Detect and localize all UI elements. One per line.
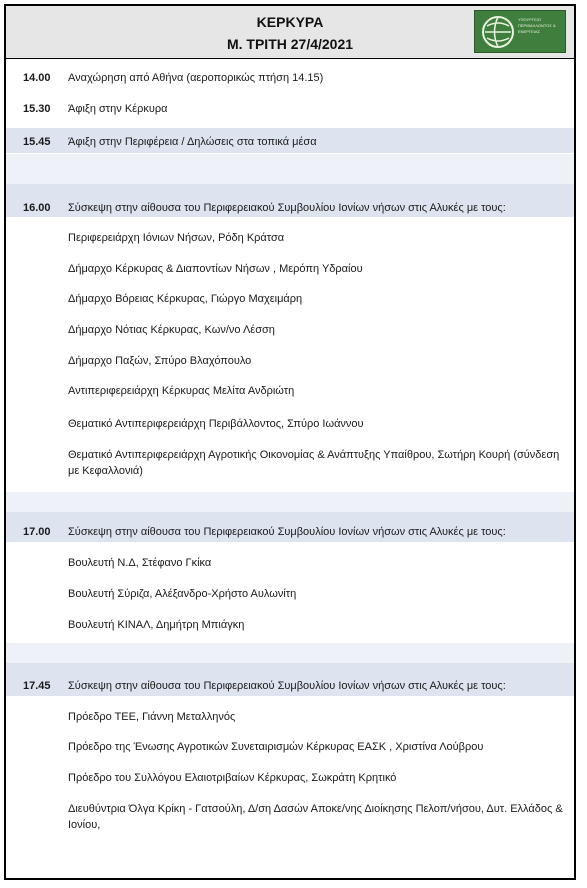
time-label: 16.00 [23,202,51,214]
page-title: ΚΕΡΚΥΡΑ [256,14,324,30]
participant-item: Πρόεδρο του Συλλόγου Ελαιοτριβαίων Κέρκυρας, Σωκράτη Κρητικό [68,772,397,784]
time-label: 17.00 [23,526,51,538]
time-label: 15.45 [23,136,51,148]
participant-item: Πρόεδρο ΤΕΕ, Γιάννη Μεταλληνός [68,711,236,723]
event-text: Αναχώρηση από Αθήνα (αεροπορικώς πτήση 14.15) [68,72,324,84]
participant-item: Βουλευτή ΚΙΝΑΛ, Δημήτρη Μπιάγκη [68,619,245,631]
participant-item: Δήμαρχο Βόρειας Κέρκυρας, Γιώργο Μαχειμάρη [68,293,303,305]
participant-item: Θεματικό Αντιπεριφερειάρχη Περιβάλλοντος, Σπύρο Ιωάννου [68,418,364,430]
event-text: Άφιξη στην Κέρκυρα [68,103,168,115]
schedule-document [4,4,576,880]
participant-item: Δήμαρχο Κέρκυρας & Διαποντίων Νήσων , Μερόπη Υδραίου [68,263,363,275]
participant-item: Βουλευτή Ν.Δ, Στέφανο Γκίκα [68,557,212,569]
time-label: 14.00 [23,72,51,84]
participant-item: Δήμαρχο Νότιας Κέρκυρας, Κων/νο Λέσση [68,324,275,336]
participant-item: Διευθύντρια Όλγα Κρίκη - Γατσούλη, Δ/ση Δασών Αποκε/νης Διοίκησης Πελοπ/νήσου, Δυτ. Ελλάδος & Ιονίου, [68,803,563,831]
document-header [6,6,574,59]
time-label: 17.45 [23,680,51,692]
spacer-band [6,154,574,184]
participant-item: Περιφερειάρχη Ιόνιων Νήσων, Ρόδη Κράτσα [68,232,285,244]
logo-text: ΥΠΟΥΡΓΕΙΟ ΠΕΡΙΒΑΛΛΟΝΤΟΣ & ΕΝΕΡΓΕΙΑΣ [518,17,556,34]
participant-item: Δήμαρχο Παξών, Σπύρο Βλαχόπουλο [68,355,252,367]
event-text: Σύσκεψη στην αίθουσα του Περιφερειακού Συμβουλίου Ιονίων νήσων στις Αλυκές με τους: [68,526,506,538]
event-text: Σύσκεψη στην αίθουσα του Περιφερειακού Συμβουλίου Ιονίων νήσων στις Αλυκές με τους: [68,680,506,692]
event-text: Άφιξη στην Περιφέρεια / Δηλώσεις στα τοπικά μέσα [68,136,317,148]
spacer-band [6,492,574,512]
participant-item: Πρόεδρο της Ένωσης Αγροτικών Συνεταιρισμών Κέρκυρας ΕΑΣΚ , Χριστίνα Λούβρου [68,741,484,753]
globe-icon [478,12,518,52]
time-label: 15.30 [23,103,51,115]
event-text: Σύσκεψη στην αίθουσα του Περιφερειακού Συμβουλίου Ιονίων νήσων στις Αλυκές με τους: [68,202,506,214]
participant-item: Θεματικό Αντιπεριφερειάρχη Αγροτικής Οικονομίας & Ανάπτυξης Υπαίθρου, Σωτήρη Κουρή (σύνδεση με Κεφαλλονιά) [68,449,560,477]
ministry-logo [474,10,566,53]
page-date: Μ. ΤΡΙΤΗ 27/4/2021 [226,36,354,52]
participant-item: Βουλευτή Σύριζα, Αλέξανδρο-Χρήστο Αυλωνίτη [68,588,297,600]
participant-item: Αντιπεριφερειάρχη Κέρκυρας Μελίτα Ανδριώτη [68,385,295,397]
spacer-band [6,643,574,663]
